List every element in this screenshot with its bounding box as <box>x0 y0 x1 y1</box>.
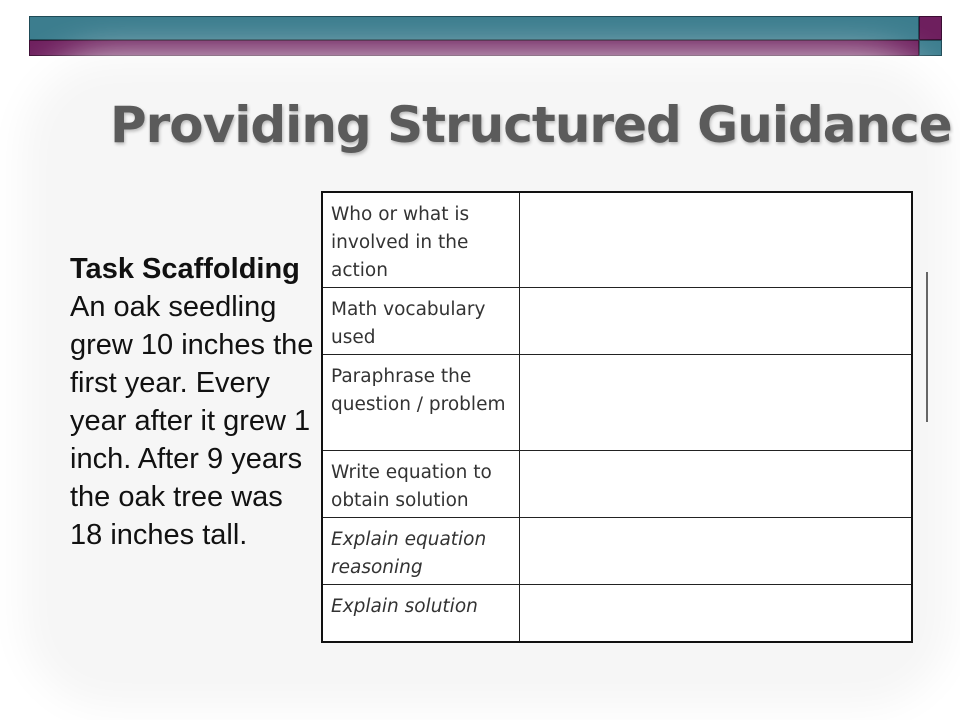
answer-cell[interactable] <box>520 584 913 642</box>
header-square-purple <box>919 16 942 40</box>
guidance-table <box>321 191 913 643</box>
table-row <box>322 584 912 642</box>
row-label: Explain equation reasoning <box>322 517 520 584</box>
answer-cell[interactable] <box>520 450 913 517</box>
header-bar-teal <box>29 16 919 40</box>
header-bar-purple <box>29 40 919 56</box>
task-description <box>70 250 315 554</box>
task-text: An oak seedling grew 10 inches the first year. Every year after it grew 1 inch. After 9 years the oak tree was 18 inches tall. <box>70 291 314 551</box>
slide-title: Providing Structured Guidance <box>110 96 952 154</box>
table-row <box>322 517 912 584</box>
side-divider-line <box>926 272 928 422</box>
table-row <box>322 450 912 517</box>
row-label: Math vocabulary used <box>322 287 520 354</box>
table-row <box>322 192 912 287</box>
row-label: Who or what is involved in the action <box>322 192 520 287</box>
answer-cell[interactable] <box>520 354 913 450</box>
table-row <box>322 354 912 450</box>
row-label: Write equation to obtain solution <box>322 450 520 517</box>
answer-cell[interactable] <box>520 192 913 287</box>
row-label: Explain solution <box>322 584 520 642</box>
answer-cell[interactable] <box>520 287 913 354</box>
header-square-teal <box>919 40 942 56</box>
row-label: Paraphrase the question / problem <box>322 354 520 450</box>
task-heading: Task Scaffolding <box>70 253 300 285</box>
table-row <box>322 287 912 354</box>
answer-cell[interactable] <box>520 517 913 584</box>
